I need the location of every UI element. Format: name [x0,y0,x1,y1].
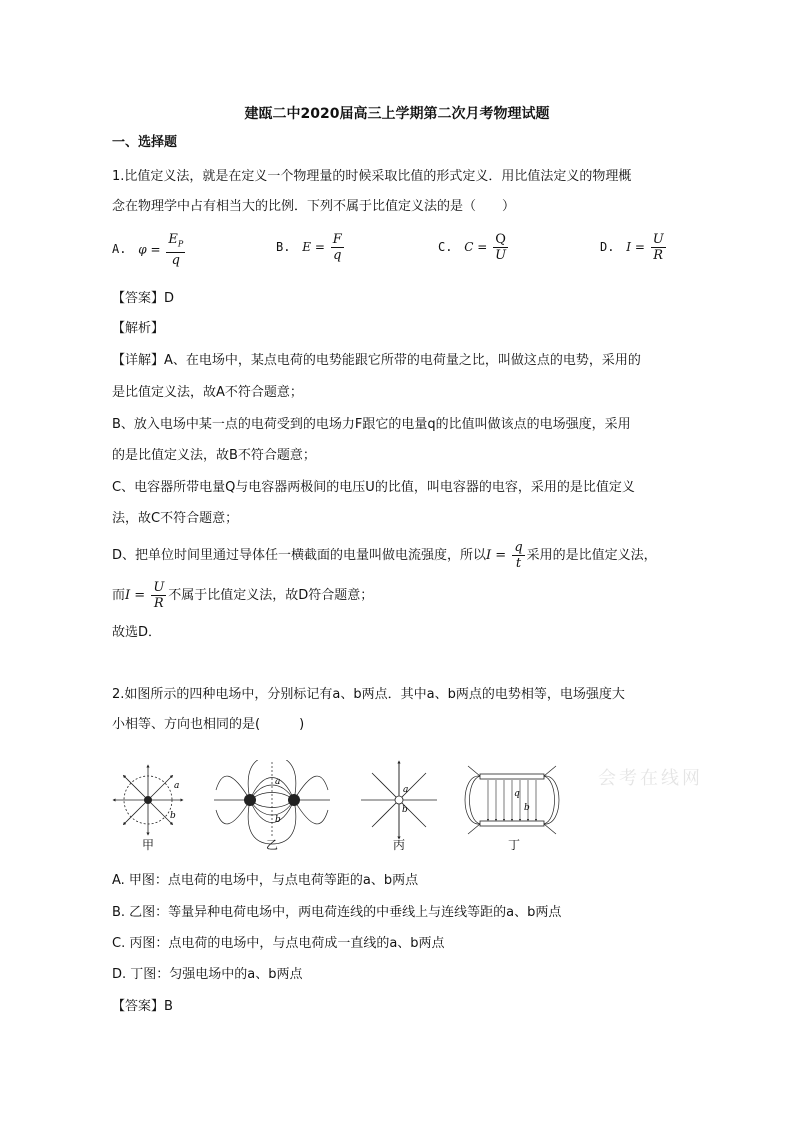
question-1-option-a: A. φ = $\frac{E_P}{q}$ [112,232,184,268]
figure-bing-radial-field [361,762,437,838]
question-1-text-line-2: 念在物理学中占有相当大的比例．下列不属于比值定义法的是（ ） [112,199,516,214]
figure-caption-ding: 丁 [508,838,521,852]
explanation-d-line-2-denominator: R [153,596,164,611]
figure-jia-label-b: b [170,811,176,821]
option-a-label: A. [112,242,127,257]
option-b-fraction [331,232,344,263]
section-heading: 一、选择题 [112,135,178,150]
figure-jia-point-charge [114,766,182,834]
explanation-b-line-1: B、放入电场中某一点的电荷受到的电场力F跟它的电量q的比值叫做该点的电场强度，采用 [112,417,631,432]
option-a-denominator: q [171,252,180,268]
question-2-answer: 【答案】B [112,999,173,1014]
option-b-numerator: F [332,232,342,247]
option-a-lhs: φ [138,242,147,257]
figure-jia-label-a: a [174,781,180,791]
question-2-option-a: A. 甲图：点电荷的电场中，与点电荷等距的a、b两点 [112,873,419,888]
explanation-c-line-2: 法，故C不符合题意； [112,511,239,526]
option-b-lhs: E [302,240,312,254]
explanation-a-line-2: 是比值定义法，故A不符合题意； [112,385,303,400]
figure-yi-label-b: b [275,815,281,825]
question-2-option-b: B. 乙图：等量异种电荷电场中，两电荷连线的中垂线上与连线等距的a、b两点 [112,905,562,920]
option-c-numerator: Q [493,232,508,248]
explanation-d-line-2-fraction [151,580,166,611]
option-d-numerator: U [652,232,664,247]
explanation-d-line-2: 而I = $\frac{U}{R}$ 不属于比值定义法，故D符合题意； [112,580,374,611]
figure-yi-label-a: a [275,777,281,787]
option-d-lhs: I [626,240,632,254]
question-1-option-c: C. C = $\frac{Q}{U}$ [438,232,507,263]
option-d-fraction [651,232,666,263]
option-c-denominator: U [495,248,507,263]
figure-ding-label-b: b [524,803,530,813]
explanation-d-line-1-suffix: 采用的是比值定义法， [526,548,657,563]
option-b-label: B. [276,240,291,254]
figure-caption-yi: 乙 [266,838,279,852]
explanation-a-line-1: 【详解】A、在电场中，某点电荷的电势能跟它所带的电荷量之比，叫做这点的电势，采用的 [112,353,641,368]
explanation-d-line-2-prefix: 而 [112,588,126,603]
figure-ding-label-q: q [514,789,520,799]
question-1-analysis-heading: 【解析】 [112,321,165,336]
figure-caption-jia: 甲 [142,838,155,852]
option-c-label: C. [438,240,453,254]
option-d-label: D. [600,240,615,254]
question-1-answer: 【答案】D [112,291,175,306]
explanation-d-line-1: D、把单位时间里通过导体任一横截面的电量叫做电流强度，所以I = $\frac{q}{t}$ 采用的是比值定义法， [112,540,657,571]
explanation-d-line-2-lhs: I [125,588,131,603]
question-2-text-line-1: 2.如图所示的四种电场中，分别标记有a、b两点．其中a、b两点的电势相等，电场强度大 [112,687,625,702]
explanation-d-line-1-denominator: t [515,556,522,571]
option-d-denominator: R [653,248,664,263]
figure-caption-bing: 丙 [393,838,406,852]
question-1-text-line-1: 1.比值定义法，就是在定义一个物理量的时候采取比值的形式定义．用比值法定义的物理概 [112,169,632,184]
option-c-fraction [493,232,508,263]
option-a-numerator: E [168,232,178,247]
explanation-c-line-1: C、电容器所带电量Q与电容器两极间的电压U的比值，叫电容器的电容，采用的是比值定义 [112,480,635,495]
question-2-option-d: D. 丁图：匀强电场中的a、b两点 [112,967,303,982]
explanation-d-line-1-lhs: I [486,548,492,563]
question-2-option-c: C. 丙图：点电荷的电场中，与点电荷成一直线的a、b两点 [112,936,445,951]
option-c-lhs: C [464,240,474,254]
option-a-fraction [166,232,185,268]
figure-ding-parallel-plates [465,766,559,834]
document-title: 建瓯二中2020届高三上学期第二次月考物理试题 [244,106,550,122]
watermark: 会考在线网 [598,768,703,789]
explanation-b-line-2: 的是比值定义法，故B不符合题意； [112,448,316,463]
explanation-d-line-2-suffix: 不属于比值定义法，故D符合题意； [168,588,374,603]
figure-yi-dipole [214,760,330,844]
explanation-d-line-1-prefix: D、把单位时间里通过导体任一横截面的电量叫做电流强度，所以 [112,548,487,563]
electric-field-figures [112,760,672,860]
figure-bing-label-a: a [403,785,409,795]
option-b-denominator: q [333,248,342,263]
explanation-d-line-1-numerator: q [514,540,523,555]
explanation-d-line-1-fraction [512,540,524,571]
question-1-conclusion: 故选D． [112,625,162,640]
option-a-numerator-subscript: P [177,239,184,249]
figure-bing-label-b: b [402,805,408,815]
question-2-text-line-2: 小相等、方向也相同的是( ) [112,717,305,732]
explanation-d-line-2-numerator: U [153,580,165,595]
question-1-option-d: D. I = $\frac{U}{R}$ [600,232,664,263]
question-1-option-b: B. E = $\frac{F}{q}$ [276,232,342,263]
